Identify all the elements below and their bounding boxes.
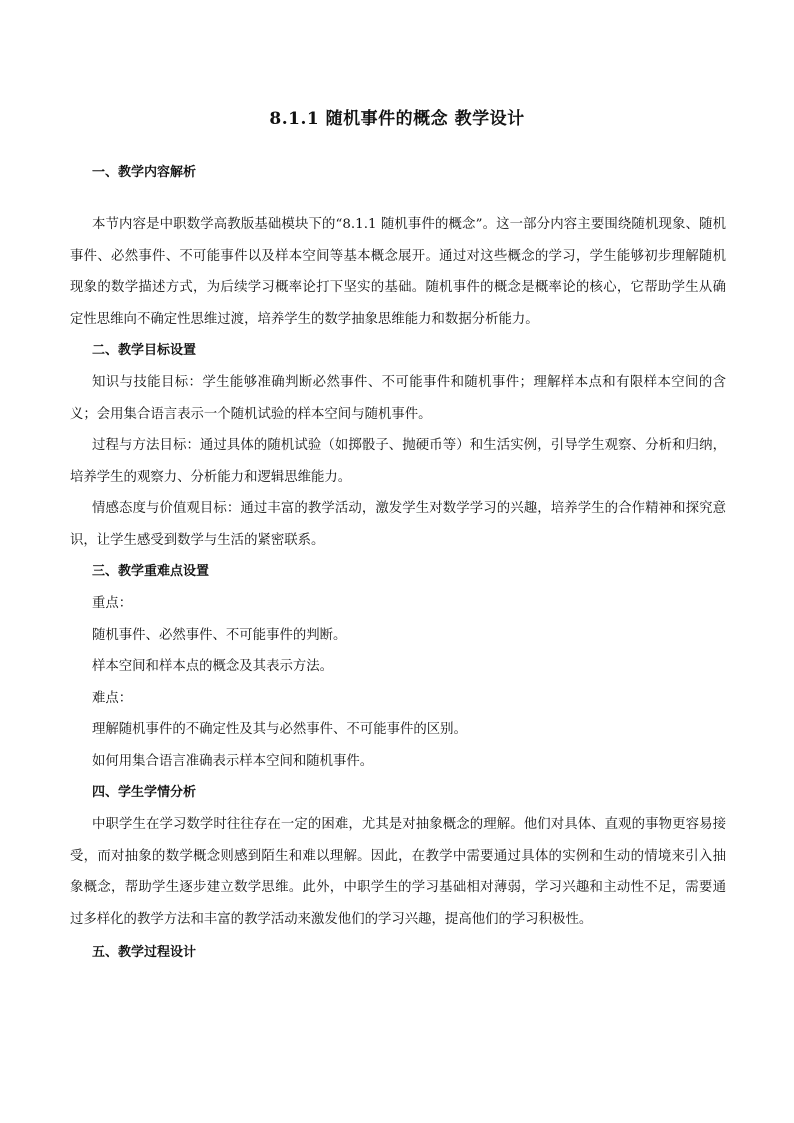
key-point-item: 随机事件、必然事件、不可能事件的判断。 xyxy=(92,627,347,643)
section-heading-teaching-process: 五、教学过程设计 xyxy=(92,945,197,960)
section-heading-key-points: 三、教学重难点设置 xyxy=(92,564,210,579)
key-point-item: 样本空间和样本点的概念及其表示方法。 xyxy=(92,659,334,674)
section-heading-content-analysis: 一、教学内容解析 xyxy=(92,165,197,180)
paragraph-process-objective: 过程与方法目标：通过具体的随机试验（如掷骰子、抛硬币等）和生活实例，引导学生观察、分析和归纳，培养学生的观察力、分析能力和逻辑思维能力。 xyxy=(70,438,726,485)
difficult-point-item: 理解随机事件的不确定性及其与必然事件、不可能事件的区别。 xyxy=(92,722,467,737)
difficult-point-item: 如何用集合语言准确表示样本空间和随机事件。 xyxy=(92,753,374,769)
document-body xyxy=(70,160,726,966)
document-title: 8.1.1 随机事件的概念 教学设计 xyxy=(269,109,525,129)
difficult-points-label: 难点： xyxy=(92,690,133,706)
section-heading-teaching-objectives: 二、教学目标设置 xyxy=(92,343,197,358)
key-points-label: 重点： xyxy=(92,596,133,611)
paragraph-content-analysis: 本节内容是中职数学高教版基础模块下的“8.1.1 随机事件的概念”。这一部分内容主要围绕随机现象、随机事件、必然事件、不可能事件以及样本空间等基本概念展开。通过对这些概念的学习，学生能够初步理解随机现象的数学描述方式，为后续学习概率论打下坚实的基础。随机事件的概念是概率论的核心，它帮助学生从确定性思维向不确定性思维过渡，培养学生的数学抽象思维能力和数据分析能力。 xyxy=(70,217,726,327)
section-heading-student-analysis: 四、学生学情分析 xyxy=(92,785,197,800)
paragraph-knowledge-objective: 知识与技能目标：学生能够准确判断必然事件、不可能事件和随机事件；理解样本点和有限样本空间的含义；会用集合语言表示一个随机试验的样本空间与随机事件。 xyxy=(70,375,726,422)
paragraph-student-analysis: 中职学生在学习数学时往往存在一定的困难，尤其是对抽象概念的理解。他们对具体、直观的事物更容易接受，而对抽象的数学概念则感到陌生和难以理解。因此，在教学中需要通过具体的实例和生动的情境来引入抽象概念，帮助学生逐步建立数学思维。此外，中职学生的学习基础相对薄弱，学习兴趣和主动性不足，需要通过多样化的教学方法和丰富的教学活动来激发他们的学习兴趣，提高他们的学习积极性。 xyxy=(70,817,726,927)
paragraph-attitude-objective: 情感态度与价值观目标：通过丰富的教学活动，激发学生对数学学习的兴趣，培养学生的合作精神和探究意识，让学生感受到数学与生活的紧密联系。 xyxy=(70,501,726,548)
